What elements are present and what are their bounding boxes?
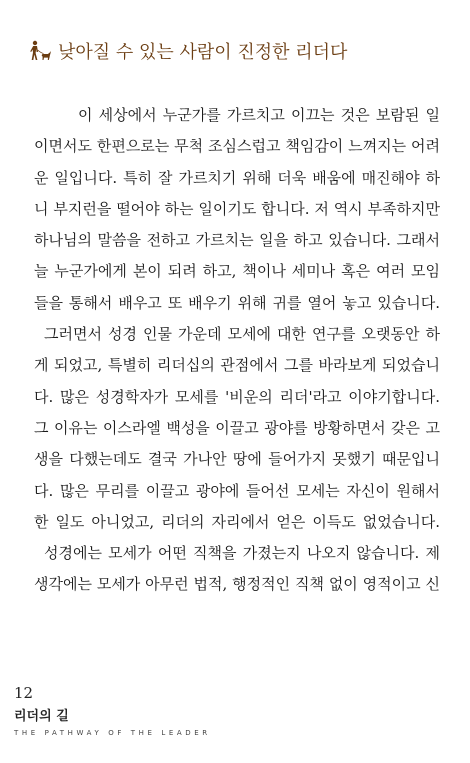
text-line: 다. 많은 성경학자가 모세를 '비운의 리더'라고 이야기합니다. [34,387,440,406]
section-title: 낮아질 수 있는 사람이 진정한 리더다 [58,42,348,63]
text-line: 한 일도 아니었고, 리더의 자리에서 얻은 이득도 없었습니다. [34,512,440,531]
book-title: 리더의 길 [14,709,69,724]
section-heading [28,38,458,64]
text-line: 그러면서 성경 인물 가운데 모세에 대한 연구를 오랫동안 하 [44,325,440,344]
text-line: 게 되었고, 특별히 리더십의 관점에서 그를 바라보게 되었습니 [34,356,440,375]
text-line: 운 일입니다. 특히 잘 가르치기 위해 더욱 배움에 매진해야 하 [34,168,440,187]
text-line: 그 이유는 이스라엘 백성을 이끌고 광야를 방황하면서 갖은 고 [34,418,440,437]
text-line: 이 세상에서 누군가를 가르치고 이끄는 것은 보람된 일 [78,106,440,124]
text-line: 늘 누군가에게 본이 되려 하고, 책이나 세미나 혹은 여러 모임 [34,262,440,281]
text-line: 다. 많은 무리를 이끌고 광야에 들어선 모세는 자신이 원해서 [34,481,440,500]
walking-man-with-dog-icon [28,39,52,63]
text-line: 들을 통해서 배우고 또 배우기 위해 귀를 열어 놓고 있습니다. [34,293,440,312]
body-text [34,100,440,601]
text-line: 하나님의 말씀을 전하고 가르치는 일을 하고 있습니다. 그래서 [34,231,440,250]
text-line: 생각에는 모세가 아무런 법적, 행정적인 직책 없이 영적이고 신 [34,575,440,594]
page-number: 12 [14,684,34,702]
book-subtitle: THE PATHWAY OF THE LEADER [14,729,211,737]
text-line: 생을 다했는데도 결국 가나안 땅에 들어가지 못했기 때문입니 [34,450,440,469]
text-line: 이면서도 한편으로는 무척 조심스럽고 책임감이 느껴지는 어려 [34,137,440,156]
text-line: 성경에는 모세가 어떤 직책을 가졌는지 나오지 않습니다. 제 [44,544,440,563]
text-line: 니 부지런을 떨어야 하는 일이기도 합니다. 저 역시 부족하지만 [34,199,440,218]
page-footer [14,683,454,739]
